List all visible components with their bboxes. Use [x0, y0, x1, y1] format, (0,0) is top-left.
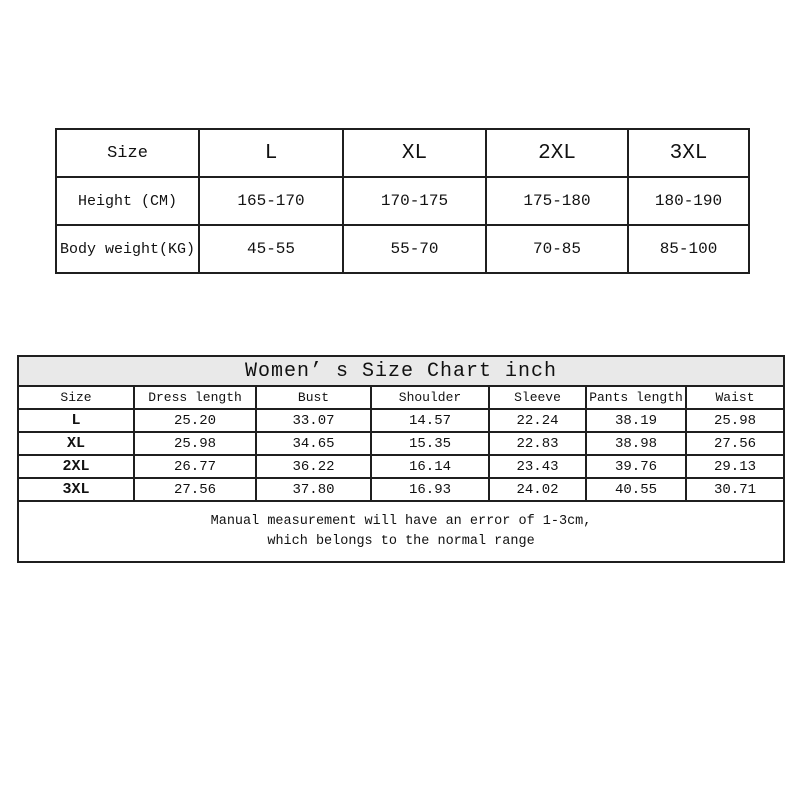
value-cell: 170-175: [343, 177, 486, 225]
measurement-cell: 38.98: [586, 432, 686, 455]
body-weight-row: [56, 225, 749, 273]
table-row-3xl: [18, 478, 784, 501]
measurement-cell: 37.80: [256, 478, 371, 501]
value-cell: 85-100: [628, 225, 749, 273]
measurement-cell: 33.07: [256, 409, 371, 432]
measurement-cell: 30.71: [686, 478, 784, 501]
table-row-xl: [18, 432, 784, 455]
size-fit-header-row: [56, 129, 749, 177]
measurement-cell: 22.24: [489, 409, 586, 432]
measurement-cell: 25.20: [134, 409, 256, 432]
chart-title-row: [18, 356, 784, 386]
value-cell: 55-70: [343, 225, 486, 273]
measurement-cell: 36.22: [256, 455, 371, 478]
size-label: 3XL: [18, 478, 134, 501]
measurement-cell: 40.55: [586, 478, 686, 501]
value-cell: 45-55: [199, 225, 343, 273]
column-header-3xl: 3XL: [628, 129, 749, 177]
column-header-size: Size: [56, 129, 199, 177]
measurement-cell: 24.02: [489, 478, 586, 501]
row-label-height: Height (CM): [56, 177, 199, 225]
measurement-cell: 25.98: [134, 432, 256, 455]
table-row-2xl: [18, 455, 784, 478]
column-header-xl: XL: [343, 129, 486, 177]
column-header-shoulder: Shoulder: [371, 386, 489, 409]
measurement-cell: 25.98: [686, 409, 784, 432]
note-line2: which belongs to the normal range: [267, 533, 535, 549]
column-header-size: Size: [18, 386, 134, 409]
value-cell: 70-85: [486, 225, 628, 273]
measurement-cell: 27.56: [686, 432, 784, 455]
column-header-l: L: [199, 129, 343, 177]
measurement-cell: 29.13: [686, 455, 784, 478]
measurement-cell: 26.77: [134, 455, 256, 478]
note-line1: Manual measurement will have an error of 1-3cm,: [210, 513, 592, 529]
size-label: L: [18, 409, 134, 432]
size-label: XL: [18, 432, 134, 455]
measurement-cell: 15.35: [371, 432, 489, 455]
measurement-cell: 34.65: [256, 432, 371, 455]
measurement-cell: 14.57: [371, 409, 489, 432]
measurement-cell: 27.56: [134, 478, 256, 501]
measurement-cell: 23.43: [489, 455, 586, 478]
measurement-cell: 38.19: [586, 409, 686, 432]
measurement-cell: 22.83: [489, 432, 586, 455]
value-cell: 165-170: [199, 177, 343, 225]
column-header-pants-length: Pants length: [586, 386, 686, 409]
row-label-body-weight: Body weight(KG): [56, 225, 199, 273]
column-header-bust: Bust: [256, 386, 371, 409]
women-size-chart-table: [17, 355, 785, 563]
note-row: [18, 501, 784, 562]
chart-header-row: [18, 386, 784, 409]
measurement-note: [18, 501, 784, 562]
height-row: [56, 177, 749, 225]
measurement-cell: 16.14: [371, 455, 489, 478]
size-fit-table: [55, 128, 750, 274]
column-header-2xl: 2XL: [486, 129, 628, 177]
value-cell: 175-180: [486, 177, 628, 225]
size-label: 2XL: [18, 455, 134, 478]
column-header-sleeve: Sleeve: [489, 386, 586, 409]
value-cell: 180-190: [628, 177, 749, 225]
measurement-cell: 39.76: [586, 455, 686, 478]
chart-title: Women’ s Size Chart inch: [18, 356, 784, 386]
measurement-cell: 16.93: [371, 478, 489, 501]
column-header-dress-length: Dress length: [134, 386, 256, 409]
table-row-l: [18, 409, 784, 432]
column-header-waist: Waist: [686, 386, 784, 409]
